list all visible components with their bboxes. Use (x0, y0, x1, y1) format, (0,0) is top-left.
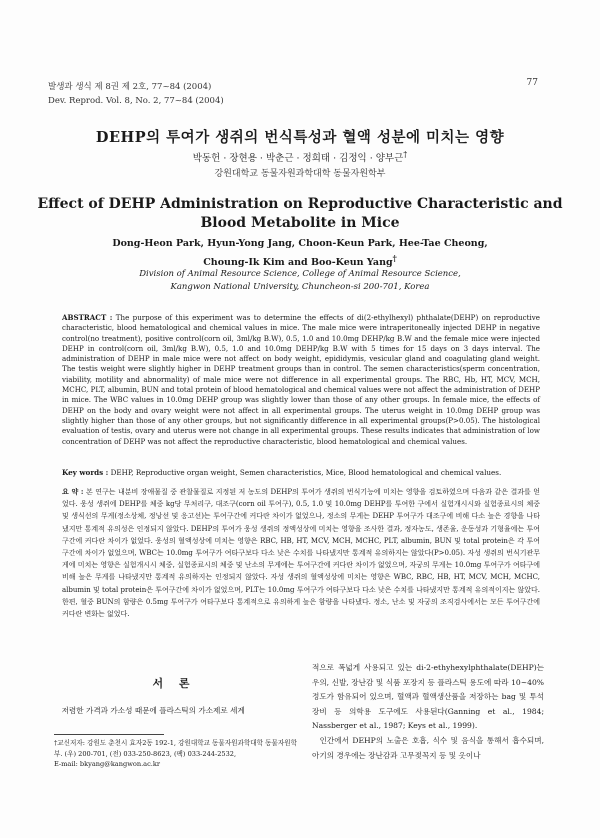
keywords-label: Key words : (62, 468, 109, 477)
abstract-english (62, 313, 540, 447)
authors-english (0, 236, 600, 270)
journal-citation-en: Dev. Reprod. Vol. 8, No. 2, 77~84 (2004) (48, 96, 224, 106)
journal-citation-ko: 발생과 생식 제 8권 제 2호, 77~84 (2004) (48, 82, 212, 92)
title-english-line2: Blood Metabolite in Mice (200, 215, 400, 231)
affiliation-english (0, 268, 600, 294)
title-korean: DEHP의 투여가 생쥐의 번식특성과 혈액 성분에 미치는 영향 (95, 129, 505, 146)
authors-korean-names: 박동헌 · 장현용 · 박춘근 · 정희태 · 김정익 · 양부근 (192, 153, 404, 165)
authors-korean (0, 150, 600, 164)
keywords-text: DEHP, Reproductive organ weight, Semen characteristics, Mice, Blood hematological and chemical values. (110, 468, 502, 477)
affiliation-korean: 강원대학교 동물자원과학대학 동물자원학부 (214, 169, 386, 179)
section-heading-intro: 서 론 (152, 677, 196, 690)
authors-english-line2-names: Choung-Ik Kim and Boo-Keun Yang (203, 257, 393, 269)
abstract-korean-text: 본 연구는 내분비 장애물질 중 관찰물질로 지정된 저 농도의 DEHP의 투여가 생쥐의 번식기능에 미치는 영향을 검토하였으며 다음과 같은 결과를 얻었다. 웅성 생쥐에 DEHP를 체중 kg당 무처리구, 대조구(corn oil 투여구), 0.5, 1.0 및 10.0mg DEHP를 투여한 구에서 실험개시시와 실험종료시의 체중 및 생식선의 무게(정소상체, 정낭선 및 응고선)는 투여구간에 커다란 차이가 없었으나, 정소의 무게는 DEHP 투여구가 대조구에 비해 다소 높은 경향을 나타냈지만 통계적 유의성은 인정되지 않았다. DEHP의 투여가 웅성 생쥐의 정액성상에 미치는 영향을 조사한 결과, 정자농도, 생존율, 운동성과 기형율에는 투여구간에 커다란 차이가 없었다. 웅성의 혈액성상에 미치는 영향은 RBC, HB, HT, MCV, MCH, MCHC, PLT, albumin, BUN 및 total protein은 각 투여구간에 차이가 없었으며, WBC는 10.0mg 투여구가 여타구보다 다소 낮은 수치를 나타냈지만 통계적 유의하지는 않았다(P>0.05). 자성 생쥐의 번식기관무게에 미치는 영향은 실험개시시 체중, 실험종료시의 체중 및 난소의 무게에는 투여구간에 커다란 차이가 없었으며, 자궁의 무게는 10.0mg 투여구가 여타구에 비해 높은 무게를 나타냈지만 통계적 유의하지는 인정되지 않았다. 자성 생쥐의 혈액성상에 미치는 영향은 WBC, RBC, HB, HT, MCV, MCH, MCHC, albumin 및 total protein은 투여구간에 차이가 없었으며, PLT는 10.0mg 투여구가 여타구보다 다소 낮은 수치를 나타냈지만 통계적 유의적이지는 않았다. 한편, 혈중 BUN의 함량은 0.5mg 투여구가 여타구보다 통계적으로 유의하게 높은 함량을 나타냈다. 정소, 난소 및 자궁의 조직검사에서는 모든 투여구간에 커다란 변화는 없었다. (62, 488, 541, 619)
authors-english-line1: Dong-Heon Park, Hyun-Yong Jang, Choon-Keun Park, Hee-Tae Cheong, (112, 238, 488, 249)
affiliation-english-line2: Kangwon National University, Chuncheon-si 200-701, Korea (170, 282, 430, 292)
intro-right-column (312, 661, 544, 763)
abstract-text: The purpose of this experiment was to determine the effects of di(2-ethylhexyl) phthalate(DEHP) on reproductive characteristic, blood hematological and chemical values in mice. The male mice were intraperitoneally injected DEHP in negative control(no treatment), positive control(corn oil, 3ml/kg B.W), 0.5, 1.0 and 10.0mg DEHP/kg B.W and the female mice were injected DEHP in control(corn oil, 3ml/kg B.W), 0.5, 1.0 and 10.0mg DEHP/kg B.W with 5 times for 15 days on 3 days interval. The administration of DEHP in male mice were not affect on body weight, epididymis, vesicular gland and coagulating gland weight. The testis weight were slightly higher in DEHP treatment groups than in control. The semen characteristics(sperm concentration, viability, motility and abnormality) of male mice were not difference in all experimental groups. The RBC, Hb, HT, MCV, MCH, MCHC, PLT, albumin, BUN and total protein of blood hematological and chemical values were not affect the administration of DEHP in mice. The WBC values in 10.0mg DEHP group was slightly lower than those of any other groups. In female mice, the effects of DEHP on the body and ovary weight were not affect in all experimental groups. The uterus weight in 10.0mg DEHP group was slightly higher than those of any other groups, but not significantly difference in all experimental groups(P>0.05). The histological evaluation of testis, ovary and uterus were not change in all experimental groups. These results indicates that administration of low concentration of DEHP was not affect the reproductive characteristic, blood hematological and chemical values. (62, 313, 540, 446)
title-english (0, 195, 600, 233)
page-number: 77 (526, 78, 538, 88)
journal-masthead (48, 80, 224, 108)
abstract-korean (62, 486, 540, 620)
abstract-label: ABSTRACT : (62, 313, 113, 322)
footnote-email: E-mail: bkyang@kangwon.ac.kr (54, 760, 161, 768)
title-english-line1: Effect of DEHP Administration on Reproductive Characteristic and (37, 196, 563, 212)
intro-right-paragraph-1: 적으로 폭넓게 사용되고 있는 di-2-ethyhexylphthalate(DEHP)는 우의, 신발, 장난감 및 식품 포장지 등 플라스틱 용도에 따라 10~40% 정도가 함유되어 있으며, 혈액과 혈액생산품을 저장하는 bag 및 투석장비 등 의학용 도구에도 사용된다(Ganning et al., 1984; Nassberger et al., 1987; Keys et al., 1999). (312, 663, 544, 731)
affiliation-english-line1: Division of Animal Resource Science, College of Animal Resource Science, (139, 269, 461, 279)
intro-right-paragraph-2: 인간에서 DEHP의 노출은 호흡, 식수 및 음식을 통해서 흡수되며, 아기의 경우에는 장난감과 고무젖꼭지 등 및 옷이나 (312, 735, 544, 760)
corresponding-author-footnote (54, 738, 299, 770)
corresponding-author-mark-en: † (392, 254, 397, 263)
abstract-korean-label: 요 약 : (62, 487, 84, 496)
intro-left-text: 저렴한 가격과 가소성 때문에 플라스틱의 가소제로 세계 (61, 706, 245, 715)
keywords (62, 468, 540, 478)
footnote-address: †교신저자: 강원도 춘천시 효자2동 192-1, 강원대학교 동물자원과학대학 동물자원학부. (우) 200-701, (전) 033-250-8623, (팩) 033-244-2532, (54, 739, 297, 758)
intro-left-column (54, 675, 294, 717)
corresponding-author-mark: † (403, 150, 408, 159)
footnote-divider (54, 734, 164, 735)
